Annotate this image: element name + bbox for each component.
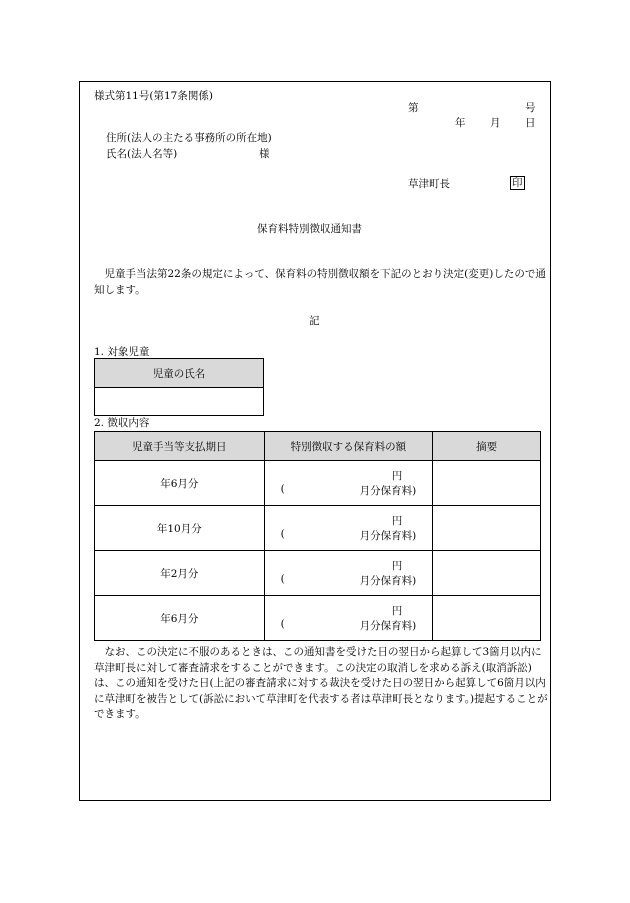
table-row [95,551,541,596]
row-amount [264,506,433,551]
address-label: 住所(法人の主たる事務所の所在地) [106,132,272,144]
open-paren: ( [280,528,285,540]
seal-mark [510,176,525,190]
doc-number-suffix: 号 [525,102,536,114]
row-amount [264,596,433,641]
honorific: 様 [259,148,270,160]
document-title: 保育料特別徴収通知書 [257,223,362,235]
table-row [95,596,541,641]
table-row [95,461,541,506]
table-row [95,359,264,388]
month-label: 月分保育料) [359,575,417,587]
open-paren: ( [280,483,285,495]
yen-label: 円 [391,470,403,482]
notice-text: なお、この決定に不服のあるときは、この通知書を受けた日の翌日から起算して3箇月以内に草津町長に対して審査請求をすることができます。この決定の取消しを求める訴え(取消訴訟)は、この通知を受けた日(上記の審査請求に対する裁決を受けた日の翌日から起算して6箇月以内に草津町を被告として(訴訟において草津町を代表する者は草津町長となります。)提起することができます。 [94,646,548,720]
date-day: 日 [525,117,536,129]
row-amount [264,551,433,596]
row-date: 年6月分 [95,461,265,506]
section1-heading: 1. 対象児童 [94,346,150,358]
month-label: 月分保育料) [359,620,417,632]
header-remarks: 摘要 [433,432,541,461]
table-row [95,388,264,416]
open-paren: ( [280,618,285,630]
table-row [95,506,541,551]
yen-label: 円 [391,515,403,527]
body-text: 児童手当法第22条の規定によって、保育料の特別徴収額を下記のとおり決定(変更)したので通知します。 [94,268,546,296]
collection-table [94,431,541,641]
doc-number-prefix: 第 [408,102,419,114]
row-date: 年2月分 [95,551,265,596]
month-label: 月分保育料) [359,530,417,542]
name-label: 氏名(法人名等) [106,148,178,160]
row-amount [264,461,433,506]
header-amount: 特別徴収する保育料の額 [264,432,433,461]
date-month: 月 [490,117,501,129]
yen-label: 円 [391,560,403,572]
form-number: 様式第11号(第17条関係) [94,90,213,102]
yen-label: 円 [391,605,403,617]
issuer-name: 草津町長 [408,178,450,190]
row-remarks [433,461,541,506]
header-payment-date: 児童手当等支払期日 [95,432,265,461]
open-paren: ( [280,573,285,585]
row-remarks [433,596,541,641]
row-date: 年10月分 [95,506,265,551]
ki-label: 記 [309,315,320,327]
child-name-header: 児童の氏名 [95,359,264,388]
table-row [95,432,541,461]
date-year: 年 [455,117,466,129]
seal-label: 印 [512,177,523,189]
row-remarks [433,551,541,596]
section2-heading: 2. 徴収内容 [94,417,150,429]
month-label: 月分保育料) [359,485,417,497]
row-date: 年6月分 [95,596,265,641]
row-remarks [433,506,541,551]
child-name-value [95,388,264,416]
child-table [94,358,264,416]
